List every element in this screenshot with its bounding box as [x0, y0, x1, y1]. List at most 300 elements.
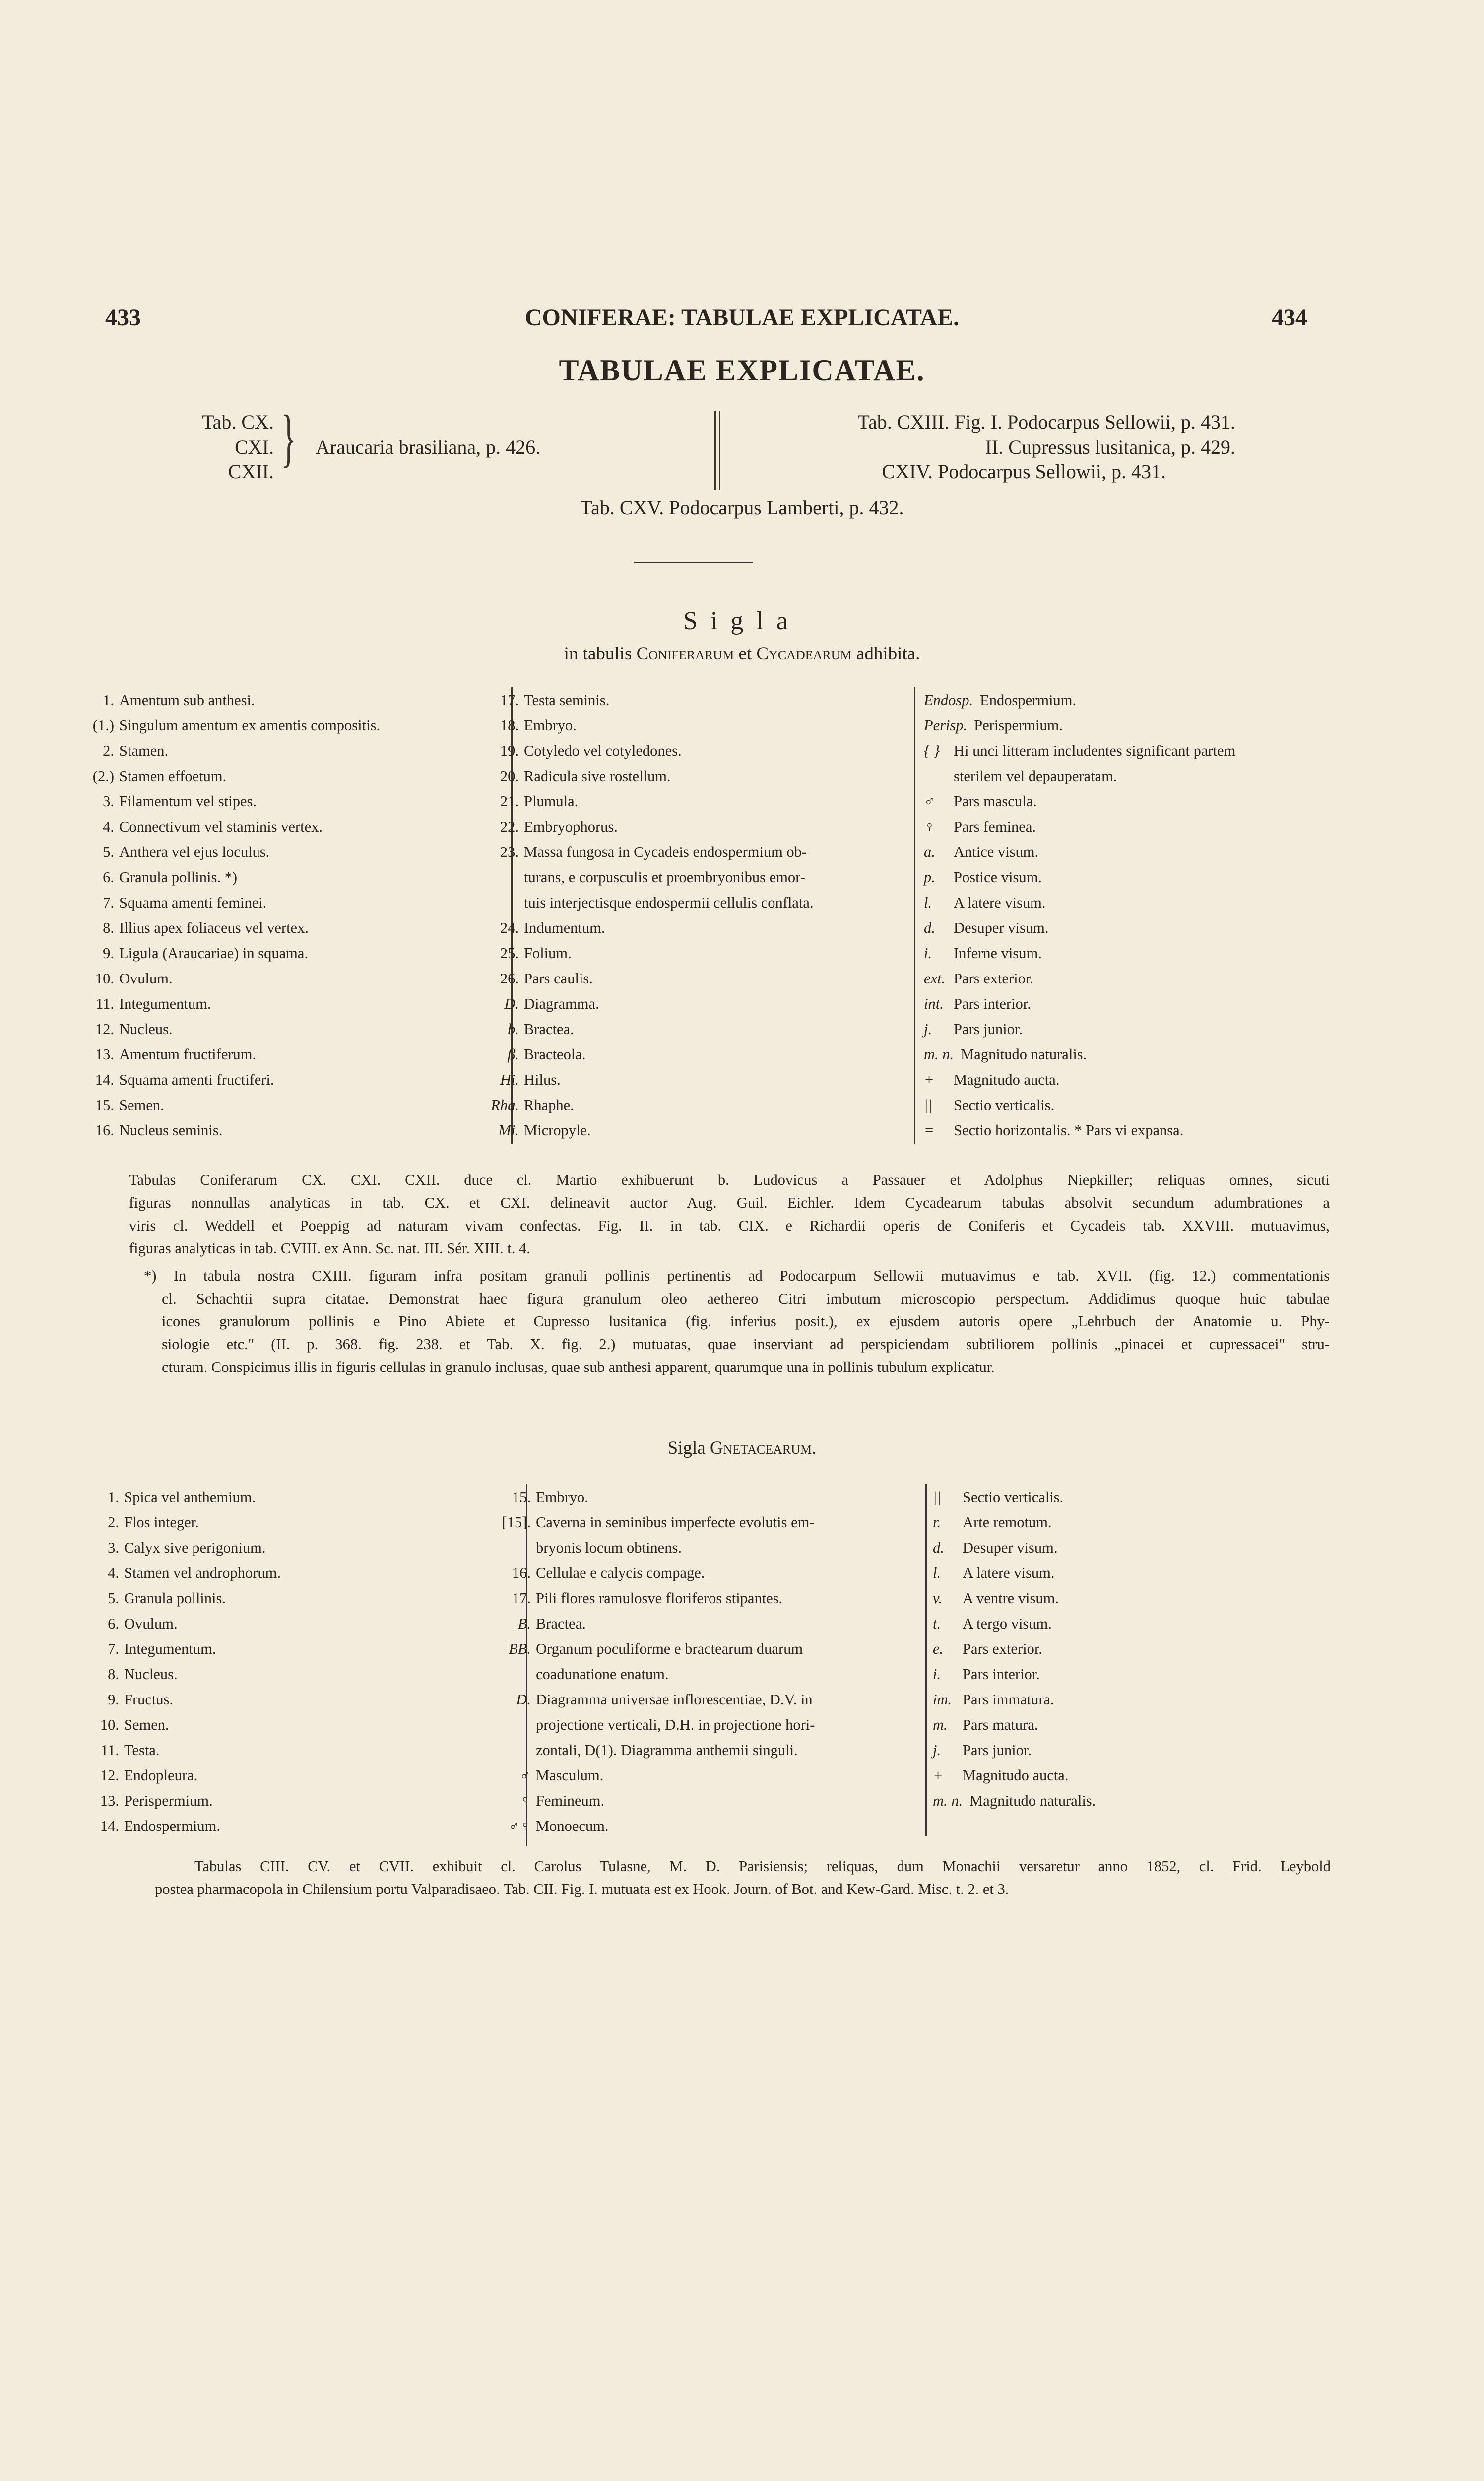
text-line: Tabulas Coniferarum CX. CXI. CXII. duce cl. Martio exhibuerunt b. Ludovicus a Passauer et Adolphus Niepkiller; reliquas omnes, sicuti — [129, 1172, 1330, 1188]
list-item-marker: 3. — [108, 1539, 119, 1556]
list-item-text: projectione verticali, D.H. in projectione hori- — [536, 1716, 815, 1733]
list-item-text: Spica vel anthemium. — [124, 1489, 256, 1505]
list-item — [69, 1017, 380, 1042]
list-item — [474, 1042, 814, 1067]
double-rule — [714, 411, 720, 490]
list-item-text: Filamentum vel stipes. — [119, 793, 257, 810]
list-item-marker: [15]. — [502, 1514, 531, 1531]
list-item-marker: + — [933, 1767, 943, 1784]
list-item — [74, 1535, 281, 1561]
list-item-marker: l. — [924, 894, 932, 911]
text-line: icones granulorum pollinis e Pino Abiete et Cupresso lusitanica (fig. inferius posit.), ex ejusdem autoris opere „Lehrbuch der Anatomie u. Phy- — [162, 1313, 1330, 1330]
list-item — [474, 814, 814, 840]
list-item — [924, 840, 1235, 865]
list-item-marker: 20. — [500, 768, 519, 784]
list-item-marker: BB. — [509, 1640, 531, 1657]
list-item-text: Magnitudo naturalis. — [961, 1046, 1087, 1063]
tab-label: CXI. — [235, 436, 274, 458]
list-item-marker: 3. — [103, 793, 114, 810]
list-item-marker: D. — [504, 995, 519, 1012]
list-item-marker: 12. — [95, 1021, 114, 1038]
list-item-text: Hilus. — [524, 1071, 561, 1088]
list-item-marker: (1.) — [92, 717, 114, 734]
list-item-marker: { } — [924, 742, 940, 759]
list-item-marker: 4. — [108, 1565, 119, 1581]
list-item-text: Diagramma universae inflorescentiae, D.V. in — [536, 1691, 813, 1708]
list-item-text: Diagramma. — [524, 995, 599, 1012]
list-item-marker: 1. — [103, 692, 114, 709]
list-item-text: Granula pollinis. — [124, 1590, 226, 1607]
list-item — [924, 738, 1235, 764]
list-item — [474, 713, 814, 738]
list-item-text: Pars feminea. — [954, 818, 1036, 835]
list-item — [474, 865, 814, 890]
list-item-marker: 10. — [100, 1716, 119, 1733]
list-item-marker: j. — [933, 1742, 941, 1759]
list-item-text: Endopleura. — [124, 1767, 198, 1784]
list-item-text: Endospermium. — [980, 692, 1077, 709]
list-item — [474, 1093, 814, 1118]
list-item-text: tuis interjectisque endospermii cellulis conflata. — [524, 894, 814, 911]
list-item-text: Fructus. — [124, 1691, 174, 1708]
tab-line-bottom: Tab. CXV. Podocarpus Lamberti, p. 432. — [580, 496, 904, 519]
list-item-text: Stamen effoetum. — [119, 768, 227, 784]
column-rule — [914, 687, 915, 1144]
list-item-text: Pars interior. — [963, 1666, 1040, 1683]
list-item-text: Embryo. — [524, 717, 577, 734]
list-item — [924, 966, 1235, 991]
list-item — [924, 1042, 1235, 1067]
list-item — [924, 814, 1235, 840]
list-item — [69, 688, 380, 713]
list-item-text: Indumentum. — [524, 919, 605, 936]
text-line: *) In tabula nostra CXIII. figuram infra positam granuli pollinis pertinentis ad Podocarpum Sellowii mutuavimus e tab. XVII. (fig. 12.) commentationis — [144, 1267, 1330, 1284]
list-item-marker: 19. — [500, 742, 519, 759]
column-rule — [925, 1484, 927, 1836]
list-item-text: Cellulae e calycis compage. — [536, 1565, 705, 1581]
gnetacearum-column-3 — [933, 1485, 1096, 1814]
tab-line: Tab. CXIII. Fig. I. Podocarpus Sellowii, p. 431. — [857, 411, 1235, 433]
list-item-marker: l. — [933, 1565, 941, 1581]
list-item-text: Desuper visum. — [963, 1539, 1058, 1556]
list-item-text: Magnitudo aucta. — [963, 1767, 1069, 1784]
list-item-text: Radicula sive rostellum. — [524, 768, 671, 784]
list-item-marker: i. — [924, 945, 932, 962]
list-item — [933, 1687, 1096, 1712]
list-item — [924, 915, 1235, 941]
list-item — [69, 865, 380, 890]
list-item — [474, 688, 814, 713]
list-item-text: Flos integer. — [124, 1514, 199, 1531]
list-item — [924, 941, 1235, 966]
gnetacearum-heading-name: Gnetacearum. — [710, 1438, 817, 1458]
list-item-text: Amentum fructiferum. — [119, 1046, 257, 1063]
sigla-subheading-text: et — [738, 644, 752, 664]
list-item — [933, 1636, 1096, 1662]
list-item-marker: 21. — [500, 793, 519, 810]
list-item — [69, 890, 380, 915]
list-item — [474, 1017, 814, 1042]
list-item — [924, 789, 1235, 814]
list-item-marker: 24. — [500, 919, 519, 936]
list-item — [924, 865, 1235, 890]
list-item-marker: Endosp. — [924, 692, 973, 709]
list-item-text: Amentum sub anthesi. — [119, 692, 255, 709]
list-item-text: Anthera vel ejus loculus. — [119, 844, 270, 860]
list-item-text: Granula pollinis. *) — [119, 869, 238, 886]
list-item-marker: 22. — [500, 818, 519, 835]
list-item-text: Pars immatura. — [963, 1691, 1054, 1708]
list-item — [924, 688, 1235, 713]
list-item-marker: 17. — [512, 1590, 531, 1607]
list-item-text: Ligula (Araucariae) in squama. — [119, 945, 309, 962]
list-item-marker: p. — [924, 869, 935, 886]
list-item-text: Magnitudo naturalis. — [969, 1792, 1096, 1809]
list-item — [486, 1814, 815, 1839]
list-item-text: Perispermium. — [974, 717, 1063, 734]
list-item-marker: 15. — [512, 1489, 531, 1505]
list-item-text: Pars exterior. — [963, 1640, 1042, 1657]
list-item-marker: m. n. — [924, 1046, 954, 1063]
list-item-text: zontali, D(1). Diagramma anthemii singuli. — [536, 1742, 798, 1759]
list-item — [74, 1712, 281, 1738]
list-item — [924, 890, 1235, 915]
list-item-marker: 8. — [103, 919, 114, 936]
list-item — [486, 1788, 815, 1814]
list-item — [486, 1763, 815, 1788]
list-item-text: Pili flores ramulosve floriferos stipantes. — [536, 1590, 783, 1607]
list-item-text: Arte remotum. — [963, 1514, 1052, 1531]
list-item-text: Illius apex foliaceus vel vertex. — [119, 919, 309, 936]
list-item-text: Sectio verticalis. — [954, 1097, 1055, 1113]
text-line: Tabulas CIII. CV. et CVII. exhibuit cl. Carolus Tulasne, M. D. Parisiensis; reliquas, dum Monachii versaretur anno 1852, cl. Frid. Leybold — [194, 1858, 1331, 1875]
sigla-column-2 — [474, 688, 814, 1143]
list-item-marker: ♀ — [519, 1792, 531, 1809]
list-item-text: Masculum. — [536, 1767, 604, 1784]
list-item — [69, 713, 380, 738]
list-item-text: Magnitudo aucta. — [954, 1071, 1060, 1088]
list-item-marker: ext. — [924, 970, 946, 987]
sigla-heading: Sigla — [683, 607, 801, 635]
list-item — [74, 1561, 281, 1586]
list-item — [69, 1042, 380, 1067]
list-item-text: Massa fungosa in Cycadeis endospermium ob- — [524, 844, 807, 860]
list-item-marker: + — [924, 1071, 934, 1088]
list-item-marker: ♂ — [519, 1767, 531, 1784]
list-item-text: Pars interior. — [954, 995, 1031, 1012]
list-item-marker: 8. — [108, 1666, 119, 1683]
sigla-subheading-text: adhibita. — [856, 644, 920, 664]
list-item-marker: 5. — [103, 844, 114, 860]
list-item — [474, 738, 814, 764]
list-item-text: Connectivum vel staminis vertex. — [119, 818, 323, 835]
list-item — [74, 1662, 281, 1687]
text-line: postea pharmacopola in Chilensium portu Valparadisaeo. Tab. CII. Fig. I. mutuata est ex Hook. Journ. of Bot. and Kew-Gard. Misc. t. 2. et 3. — [155, 1881, 1009, 1897]
text-line: cl. Schachtii supra citatae. Demonstrat haec figura granulum oleo aethereo Citri imbutum microscopio perspectum. Addidimus quoque huic tabulae — [162, 1290, 1330, 1307]
main-title: TABULAE EXPLICATAE. — [559, 354, 925, 387]
list-item-marker: 15. — [95, 1097, 114, 1113]
list-item-text: A tergo visum. — [963, 1615, 1052, 1632]
list-item-text: Pars matura. — [963, 1716, 1038, 1733]
list-item — [69, 1118, 380, 1143]
list-item-text: Ovulum. — [119, 970, 173, 987]
list-item-text: Hi unci litteram includentes significant partem — [954, 742, 1236, 759]
list-item-marker: m. n. — [933, 1792, 963, 1809]
tab-label: Tab. CX. — [202, 411, 274, 433]
text-line: figuras analyticas in tab. CVIII. ex Ann. Sc. nat. III. Sér. XIII. t. 4. — [129, 1240, 530, 1257]
list-item — [486, 1586, 815, 1611]
list-item-text: Squama amenti feminei. — [119, 894, 267, 911]
list-item-text: Organum poculiforme e bractearum duarum — [536, 1640, 803, 1657]
list-item-marker: || — [924, 1097, 932, 1113]
list-item-marker: j. — [924, 1021, 932, 1038]
list-item-text: sterilem vel depauperatam. — [954, 768, 1117, 784]
list-item — [924, 991, 1235, 1017]
list-item — [933, 1712, 1096, 1738]
list-item-text: Pars junior. — [954, 1021, 1023, 1038]
list-item-text: A latere visum. — [963, 1565, 1055, 1581]
list-item-marker: ♂ — [924, 793, 935, 810]
list-item-marker: 12. — [100, 1767, 119, 1784]
list-item-marker: 14. — [100, 1818, 119, 1834]
text-line: siologie etc." (II. p. 368. fig. 238. et Tab. X. fig. 2.) mutuatas, quae inserviant ad perspiciendam subtiliorem pollinis „pinacei et cupressacei" stru- — [162, 1336, 1330, 1353]
list-item — [933, 1535, 1096, 1561]
list-item-marker: D. — [516, 1691, 531, 1708]
list-item — [74, 1611, 281, 1636]
list-item-marker: b. — [508, 1021, 519, 1038]
list-item — [486, 1561, 815, 1586]
list-item-text: Sectio horizontalis. * Pars vi expansa. — [954, 1122, 1184, 1139]
gnetacearum-heading — [0, 1437, 1484, 1459]
list-item-marker: 7. — [103, 894, 114, 911]
list-item-marker: 2. — [103, 742, 114, 759]
running-title: CONIFERAE: TABULAE EXPLICATAE. — [524, 304, 960, 330]
list-item — [74, 1687, 281, 1712]
list-item — [69, 915, 380, 941]
list-item — [69, 738, 380, 764]
list-item-text: Endospermium. — [124, 1818, 220, 1834]
list-item — [474, 966, 814, 991]
list-item — [474, 1118, 814, 1143]
list-item-text: Stamen vel androphorum. — [124, 1565, 281, 1581]
list-item — [924, 1118, 1235, 1143]
page-number-right: 434 — [1272, 304, 1307, 330]
list-item-text: Micropyle. — [524, 1122, 591, 1139]
list-item-text: Nucleus. — [124, 1666, 178, 1683]
list-item-text: Folium. — [524, 945, 572, 962]
list-item-text: Ovulum. — [124, 1615, 178, 1632]
separator-rule — [634, 562, 753, 563]
list-item-marker: 18. — [500, 717, 519, 734]
list-item-text: turans, e corpusculis et proembryonibus emor- — [524, 869, 805, 886]
list-item-text: Nucleus. — [119, 1021, 173, 1038]
list-item-marker: ♂♀ — [508, 1818, 531, 1834]
list-item-text: Bracteola. — [524, 1046, 586, 1063]
list-item — [486, 1535, 815, 1561]
list-item-marker: d. — [924, 919, 935, 936]
list-item-text: Pars caulis. — [524, 970, 593, 987]
list-item-text: A ventre visum. — [963, 1590, 1059, 1607]
list-item-marker: a. — [924, 844, 935, 860]
list-item — [74, 1738, 281, 1763]
list-item-text: Monoecum. — [536, 1818, 609, 1834]
list-item-marker: 9. — [108, 1691, 119, 1708]
list-item-text: Sectio verticalis. — [963, 1489, 1064, 1505]
list-item-text: Inferne visum. — [954, 945, 1042, 962]
list-item-marker: 14. — [95, 1071, 114, 1088]
gnetacearum-column-2 — [486, 1485, 815, 1839]
list-item — [486, 1662, 815, 1687]
list-item-marker: 9. — [103, 945, 114, 962]
list-item-text: Desuper visum. — [954, 919, 1049, 936]
credits-paragraph-2 — [155, 1855, 1331, 1900]
list-item-marker: 6. — [103, 869, 114, 886]
list-item-marker: r. — [933, 1514, 941, 1531]
list-item-marker: Perisp. — [924, 717, 968, 734]
list-item-marker: β. — [508, 1046, 519, 1063]
list-item-marker: 23. — [500, 844, 519, 860]
text-line: figuras nonnullas analyticas in tab. CX. et CXI. delineavit auctor Aug. Guil. Eichler. Idem Cycadearum tabulas absolvit secundum adumbrationes a — [129, 1194, 1330, 1211]
list-item — [486, 1636, 815, 1662]
list-item — [486, 1738, 815, 1763]
list-item — [74, 1814, 281, 1839]
list-item-text: Perispermium. — [124, 1792, 213, 1809]
list-item — [933, 1788, 1096, 1814]
list-item-text: Plumula. — [524, 793, 579, 810]
list-item — [474, 991, 814, 1017]
tab-line: II. Cupressus lusitanica, p. 429. — [985, 436, 1235, 458]
list-item-text: Singulum amentum ex amentis compositis. — [119, 717, 381, 734]
list-item — [69, 941, 380, 966]
list-item-marker: 11. — [101, 1742, 119, 1759]
list-item-marker: int. — [924, 995, 944, 1012]
list-item — [474, 915, 814, 941]
list-item — [933, 1561, 1096, 1586]
list-item — [69, 1067, 380, 1093]
list-item-text: Pars mascula. — [954, 793, 1037, 810]
list-item-text: Cotyledo vel cotyledones. — [524, 742, 682, 759]
sigla-subheading-cycadearum: Cycadearum — [756, 644, 852, 664]
list-item — [474, 789, 814, 814]
list-item — [474, 941, 814, 966]
list-item — [69, 1093, 380, 1118]
list-item — [69, 789, 380, 814]
list-item-text: Antice visum. — [954, 844, 1039, 860]
list-item-marker: i. — [933, 1666, 941, 1683]
list-item-text: A latere visum. — [954, 894, 1046, 911]
list-item — [933, 1662, 1096, 1687]
list-item-marker: 25. — [500, 945, 519, 962]
list-item — [486, 1510, 815, 1535]
list-item-text: Semen. — [124, 1716, 169, 1733]
list-item-marker: 13. — [100, 1792, 119, 1809]
gnetacearum-column-1 — [74, 1485, 281, 1839]
sigla-column-1 — [69, 688, 380, 1143]
list-item-marker: 2. — [108, 1514, 119, 1531]
list-item-text: Nucleus seminis. — [119, 1122, 223, 1139]
text-line: cturam. Conspicimus illis in figuris cellulas in granulo inclusas, quae sub anthesi apparent, quarumque una in pollinis tubulum explicatur. — [162, 1359, 995, 1375]
sigla-subheading — [0, 643, 1484, 664]
list-item-text: Calyx sive perigonium. — [124, 1539, 266, 1556]
list-item-text: Integumentum. — [124, 1640, 216, 1657]
list-item — [933, 1510, 1096, 1535]
list-item — [474, 1067, 814, 1093]
list-item — [486, 1687, 815, 1712]
list-item-marker: 17. — [500, 692, 519, 709]
list-item-marker: 11. — [96, 995, 114, 1012]
list-item — [933, 1586, 1096, 1611]
list-item — [74, 1636, 281, 1662]
list-item-marker: 16. — [512, 1565, 531, 1581]
curly-brace-icon: } — [281, 402, 297, 474]
page-number-left: 433 — [105, 304, 141, 330]
list-item-marker: v. — [933, 1590, 942, 1607]
sigla-subheading-coniferarum: Coniferarum — [636, 644, 734, 664]
list-item-text: Integumentum. — [119, 995, 211, 1012]
list-item-text: Testa. — [124, 1742, 160, 1759]
list-item-text: Bractea. — [536, 1615, 586, 1632]
list-item-marker: Hi. — [500, 1071, 519, 1088]
list-item-marker: d. — [933, 1539, 944, 1556]
gnetacearum-heading-text: Sigla — [667, 1438, 706, 1458]
tab-description: Araucaria brasiliana, p. 426. — [316, 436, 541, 458]
list-item-text: Semen. — [119, 1097, 164, 1113]
list-item-marker: (2.) — [92, 768, 114, 784]
list-item-text: Caverna in seminibus imperfecte evolutis em- — [536, 1514, 815, 1531]
list-item-marker: 16. — [95, 1122, 114, 1139]
list-item — [474, 890, 814, 915]
list-item — [74, 1763, 281, 1788]
list-item — [69, 840, 380, 865]
list-item-text: Stamen. — [119, 742, 169, 759]
list-item — [474, 764, 814, 789]
tab-label: CXII. — [228, 460, 274, 483]
list-item — [69, 764, 380, 789]
list-item-text: Rhaphe. — [524, 1097, 574, 1113]
list-item-marker: ♀ — [924, 818, 935, 835]
list-item-text: Postice visum. — [954, 869, 1042, 886]
list-item-text: Pars exterior. — [954, 970, 1033, 987]
list-item — [933, 1763, 1096, 1788]
list-item-text: Femineum. — [536, 1792, 605, 1809]
list-item — [486, 1611, 815, 1636]
list-item-marker: = — [924, 1122, 934, 1139]
list-item-marker: 26. — [500, 970, 519, 987]
list-item-marker: || — [933, 1489, 941, 1505]
list-item — [924, 1093, 1235, 1118]
list-item — [74, 1788, 281, 1814]
list-item-marker: e. — [933, 1640, 944, 1657]
list-item-marker: 6. — [108, 1615, 119, 1632]
list-item-marker: 1. — [108, 1489, 119, 1505]
list-item-text: Squama amenti fructiferi. — [119, 1071, 274, 1088]
list-item — [74, 1510, 281, 1535]
list-item — [474, 840, 814, 865]
list-item — [74, 1586, 281, 1611]
list-item-marker: t. — [933, 1615, 941, 1632]
list-item-marker: 10. — [95, 970, 114, 987]
list-item-marker: im. — [933, 1691, 952, 1708]
list-item — [924, 713, 1235, 738]
sigla-column-3 — [924, 688, 1235, 1143]
list-item-text: Embryo. — [536, 1489, 588, 1505]
list-item — [933, 1485, 1096, 1510]
sigla-subheading-text: in tabulis — [564, 644, 632, 664]
list-item-text: Bractea. — [524, 1021, 574, 1038]
list-item — [486, 1485, 815, 1510]
list-item-text: Testa seminis. — [524, 692, 610, 709]
list-item-marker: Mi. — [498, 1122, 519, 1139]
